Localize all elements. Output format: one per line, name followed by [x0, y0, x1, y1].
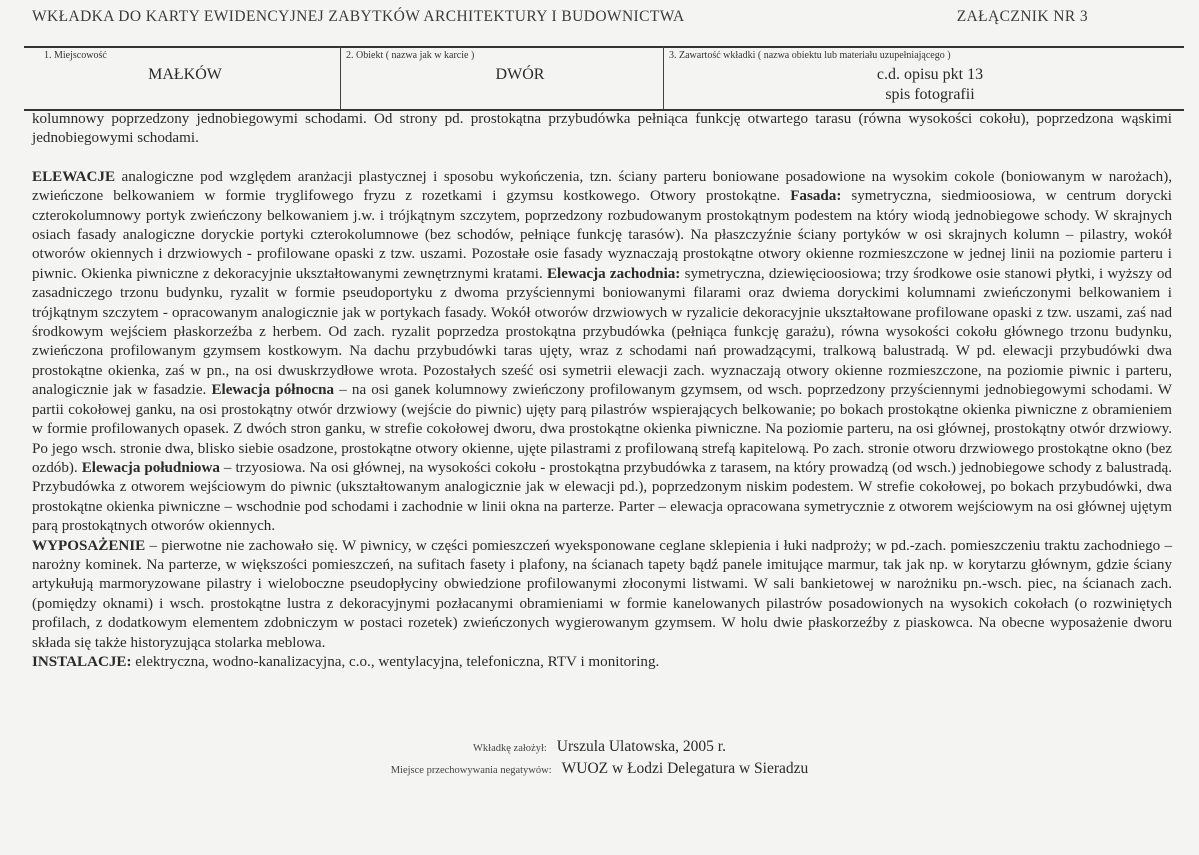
description-body — [32, 110, 1172, 672]
text-elevations-3: symetryczna, dziewięcioosiowa; trzy środkowe osie stanowi płytki, i wyższy od zasadniczego trzonu budynku, ryzalit w formie pseudoportyku z dwoma przyściennymi boniowanymi filarami oraz dwiema doryckimi kolumnami zwieńczonymi belkowaniem i trójkątnym szczytem - opracowanym analogicznie jak w portykach fasady. Wokół otworów drzwiowych w ryzalicie dekoracyjnie ukształtowane profilowane opaski z tzw. uszami, zaś nad środkowym wejściem płaskorzeźba z herbem. Od zach. ryzalit poprzedza prostokątna przybudówka (pełniąca funkcję garażu), równa wysokości cokołu głównego trzonu budynku, zwieńczona profilowanym gzymsem kostkowym. Na dachu przybudówki taras ujęty, wraz z schodami nań prowadzącymi, tralkową balustradą. W pd. elewacji przybudówki dwa prostokątne okienka, zaś w pn., na osi dwuskrzydłowe wrota. Pozostałych sześć osi symetrii elewacji zach. wyznaczają otwory okienne rozmieszczone, na poziomie piwnic i parteru, analogicznie jak w fasadzie. — [32, 265, 1172, 399]
paragraph-continuation: kolumnowy poprzedzony jednobiegowymi schodami. Od strony pd. prostokątna przybudówka pełniąca funkcję otwartego tarasu (równa wysokości cokołu), poprzedzona wąskimi jednobiegowymi schodami. — [32, 111, 1172, 147]
author-label: Wkładkę założył: — [473, 743, 547, 754]
table-divider-1 — [340, 47, 341, 109]
page-header — [32, 8, 1132, 28]
paragraph-elevations — [32, 168, 1172, 537]
text-installations: elektryczna, wodno-kanalizacyjna, c.o., wentylacyjna, telefoniczna, RTV i monitoring. — [131, 653, 660, 670]
table-divider-2 — [663, 47, 664, 109]
paragraph-furnishings — [32, 537, 1172, 653]
text-furnishings: – pierwotne nie zachowało się. W piwnicy, w części pomieszczeń wyeksponowane ceglane sklepienia i łuki nadprożу; w pd.-zach. pomieszczeniu traktu zachodniego – narożny kominek. Na parterze, w większości pomieszczeń, na sufitach fasety i plafony, na ścianach tapety bądź panele imitujące marmur, tak jak np. w korytarzu głównym, gdzie ściany artykułują marmoryzowane pilastry i wieloboczne pseudopłyciny obwiedzione profilowanymi złoconymi listwami. W sali bankietowej w narożniku pn.-wsch. piec, na ścianach zach. (pomiędzy oknami) i wsch. prostokątne lustra z dekoracyjnymi pozłacanymi obramieniami w formie kanelowanych pilastrów posadowionych na wysokich cokołach (o rozwiniętych profilach, z dodatkowym elementem zdobniczym w postaci rozetek) zwieńczonych wygierowanym gzymsem. W holu dwie płaskorzeźby z piaskowca. Na obecne wyposażenie dworu składa się także historyzująca stolarka meblowa. — [32, 537, 1172, 651]
field-label-object: 2. Obiekt ( nazwa jak w karcie ) — [346, 50, 475, 61]
heading-elevations: ELEWACJE — [32, 168, 116, 185]
author-value: Urszula Ulatowska, 2005 r. — [556, 738, 726, 755]
field-label-contents: 3. Zawartość wkładki ( nazwa obiektu lub materiału uzupełniającego ) — [669, 50, 951, 61]
heading-north-elevation: Elewacja północna — [211, 382, 335, 399]
field-label-locality: 1. Miejscowość — [44, 50, 107, 61]
storage-label: Miejsce przechowywania negatywów: — [390, 765, 552, 776]
heading-south-elevation: Elewacja południowa — [81, 459, 220, 476]
table-top-rule — [24, 46, 1184, 48]
footer-storage-line — [0, 760, 1199, 778]
heading-installations: INSTALACJE: — [32, 653, 132, 670]
storage-value: WUOZ w Łodzi Delegatura w Sieradzu — [561, 760, 809, 777]
footer-author-line — [0, 738, 1199, 756]
paragraph-installations — [32, 653, 1172, 672]
text-elevations-4: – na osi ganek kolumnowy zwieńczony profilowanym gzymsem, od wsch. poprzedzony przyściennymi jednobiegowymi schodami. W partii cokołowej ganku, na osi prostokątny otwór drzwiowy (wejście do piwnic) ujęty parą pilastrów wspierających belkowanie; po bokach prostokątne okienka piwniczne z obramieniem w formie profilowanych opasek. Z dwóch stron ganku, w strefie cokołowej dworu, dwa prostokątne okienka piwniczne. Na poziomie parteru, na osi głównej, prostokątny otwór drzwiowy. Po jego wsch. stronie dwa, blisko siebie osadzone, prostokątne otwory okienne, ujęte pilastrami z profilowaną strefą kapitelową. Po zach. stronie otworu drzwiowego prostokątne okno (bez ozdób). — [32, 382, 1172, 476]
heading-furnishings: WYPOSAŻENIE — [32, 537, 146, 554]
text-elevations-1: analogiczne pod względem aranżacji plastycznej i sposobu wykończenia, tzn. ściany parteru boniowane posadowione na wysokim cokole (boniowanym w narożach), zwieńczone belkowaniem w formie tryglifowego fryzu z rozetkami i gzymsu kostkowego. Otwory prostokątne. — [32, 168, 1172, 205]
field-value-contents-2: spis fotografii — [885, 86, 975, 103]
field-value-locality: MAŁKÓW — [148, 66, 222, 83]
field-value-object: DWÓR — [495, 66, 545, 83]
field-value-contents: c.d. opisu pkt 13 — [876, 66, 984, 83]
document-title: WKŁADKA DO KARTY EWIDENCYJNEJ ZABYTKÓW ARCHITEKTURY I BUDOWNICTWA — [32, 8, 685, 25]
heading-facade: Fasada: — [790, 188, 842, 205]
heading-west-elevation: Elewacja zachodnia: — [546, 265, 681, 282]
text-elevations-5: – trzyosiowa. Na osi głównej, na wysokości cokołu - prostokątna przybudówka z tarasem, na który prowadzą (od wsch.) jednobiegowe schody z balustradą. Przybudówka z otworem wejściowym do piwnic (ukształtowanym analogicznie jak w elewacji pd.), poprzedzonym niskim podestem. W strefie cokołowej, po bokach przybudówki, dwa prostokątne okienka piwniczne – wschodnie pod schodami i zachodnie w linii okna na parterze. Parter – elewacja opracowana symetrycznie z otworem wejściowym na osi głównej ujętym parą prostokątnych otworów okiennych. — [32, 459, 1172, 535]
annex-number: ZAŁĄCZNIK NR 3 — [956, 8, 1088, 25]
text-elevations-2: symetryczna, siedmioosiowa, w centrum dorycki czterokolumnowy portyk zwieńczony belkowaniem j.w. i trójkątnym szczytem, poprzedzony rozbudowanym prostokątnym podestem na który wiodą jednobiegowe schody. W skrajnych osiach fasady analogiczne doryckie portyki czterokolumnowe (bez schodów, pełniące funkcję tarasów). Na płaszczyźnie ściany portyków w osi skrajnych kolumn – pilastry, wokół otworów okiennych i drzwiowych - profilowane opaski z tzw. uszami. Pozostałe osie fasady wyznaczają prostokątne otwory okienne rozmieszczone w jednej linii na poziomie parteru i piwnic. Okienka piwniczne z dekoracyjnie ukształtowanymi zewnętrznymi kratami. — [32, 188, 1172, 282]
